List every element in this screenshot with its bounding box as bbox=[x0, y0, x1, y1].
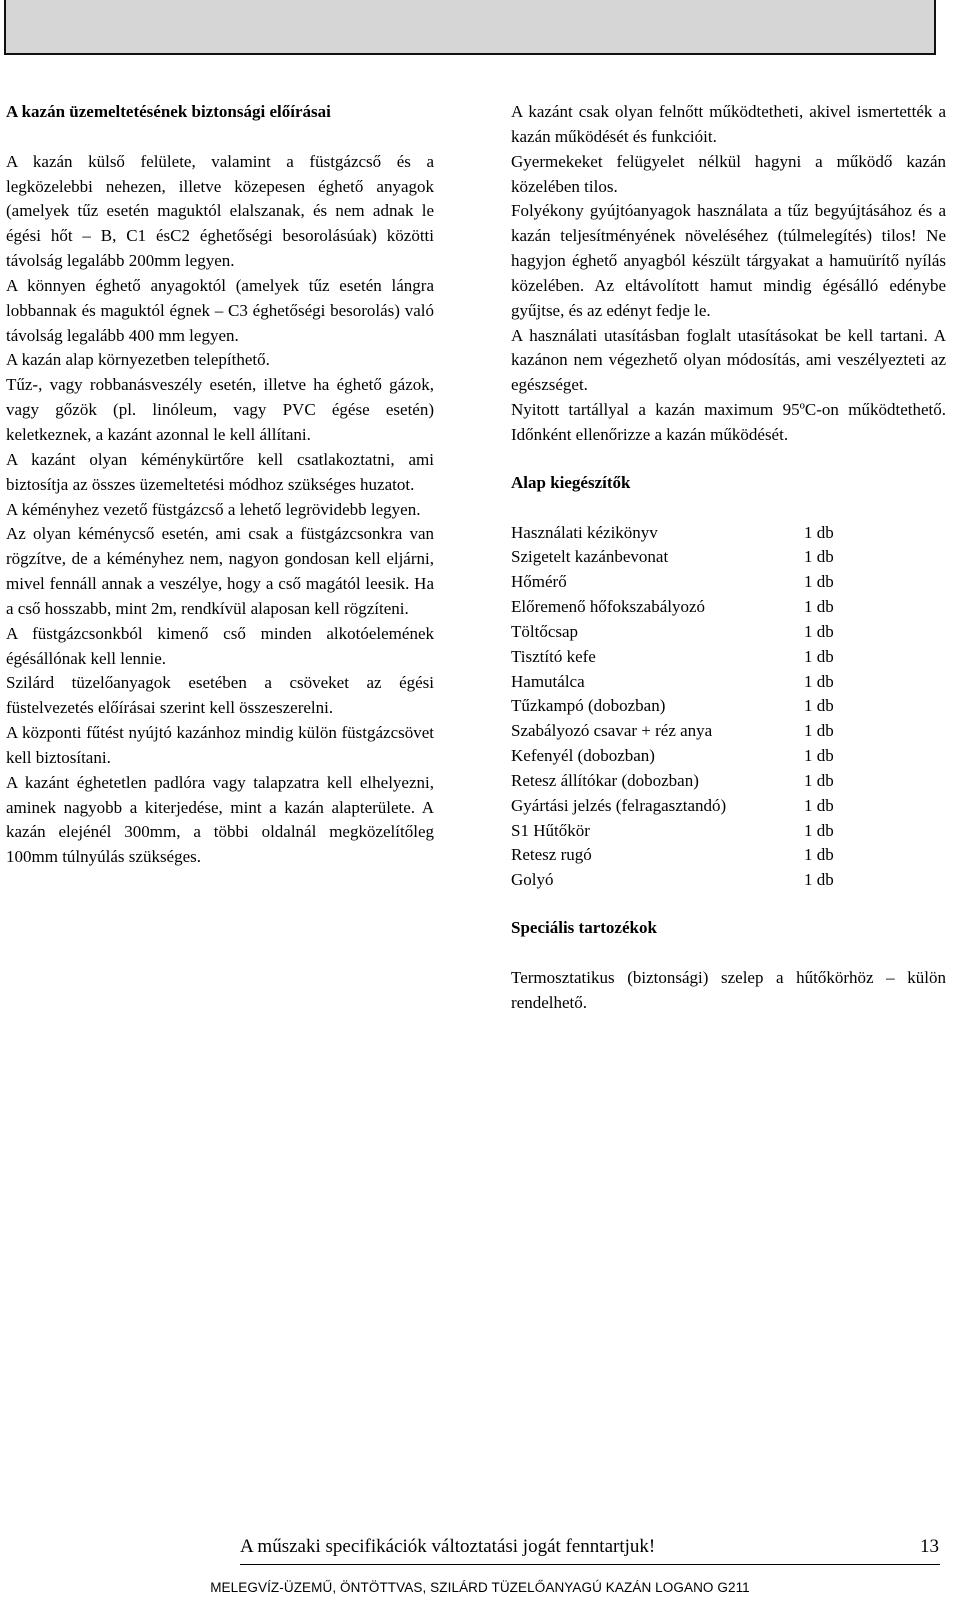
accessory-quantity: 1 db bbox=[804, 870, 834, 890]
footer-product-name: MELEGVÍZ-ÜZEMŰ, ÖNTÖTTVAS, SZILÁRD TÜZELŐANYAGÚ KAZÁN LOGANO G211 bbox=[210, 1580, 750, 1595]
accessory-name: Hőmérő bbox=[511, 572, 567, 592]
accessory-quantity: 1 db bbox=[804, 746, 834, 766]
accessory-quantity: 1 db bbox=[804, 696, 834, 716]
accessory-name: Előremenő hőfokszabályozó bbox=[511, 597, 706, 617]
accessory-quantity: 1 db bbox=[804, 721, 834, 741]
accessory-quantity: 1 db bbox=[804, 795, 834, 815]
paragraph: A kazánt olyan kéménykürtőre kell csatlakoztatni, ami biztosítja az összes üzemeltetési módhoz szükséges huzatot. bbox=[6, 449, 434, 494]
accessory-quantity: 1 db bbox=[804, 621, 834, 641]
accessory-name: Hamutálca bbox=[511, 671, 585, 691]
table-row bbox=[511, 868, 946, 893]
accessory-name: Retesz rugó bbox=[511, 845, 592, 865]
table-row bbox=[511, 744, 946, 769]
accessory-name: Tisztító kefe bbox=[511, 646, 596, 666]
special-accessories-text: Termosztatikus (biztonsági) szelep a hűtőkörhöz – külön rendelhető. bbox=[511, 967, 946, 1012]
table-row bbox=[511, 521, 946, 546]
paragraph: Folyékony gyújtóanyagok használata a tűz begyújtásához és a kazán teljesítményének növeléséhez (túlmelegítés) tilos! Ne hagyjon éghető anyagból készült tárgyakat a hamuürítő nyílás közelében. Az eltávolított hamut mindig égésálló edénybe gyűjtse, és az edényt fedje le. bbox=[511, 201, 946, 320]
paragraph: A kazán alap környezetben telepíthető. bbox=[6, 350, 270, 370]
table-row bbox=[511, 670, 946, 695]
accessory-quantity: 1 db bbox=[804, 820, 834, 840]
paragraph: Az olyan kéménycső esetén, ami csak a füstgázcsonkra van rögzítve, de a kéményhez nem, nagyon gondosan kell eljárni, mivel fennáll annak a veszélye, hogy a cső magától leesik. Ha a cső hosszabb, mint 2m, rendkívül alaposan kell rögzíteni. bbox=[6, 524, 434, 618]
accessory-name: Töltőcsap bbox=[511, 621, 579, 641]
table-row bbox=[511, 843, 946, 868]
accessory-name: Szigetelt kazánbevonat bbox=[511, 547, 669, 567]
accessory-name: Szabályozó csavar + réz anya bbox=[511, 721, 713, 741]
accessory-quantity: 1 db bbox=[804, 522, 834, 542]
accessories-heading: Alap kiegészítők bbox=[511, 472, 631, 492]
table-row bbox=[511, 819, 946, 844]
paragraph: A kazánt csak olyan felnőtt működtetheti, akivel ismertették a kazán működését és funkcióit. bbox=[511, 102, 946, 146]
accessory-name: Golyó bbox=[511, 870, 554, 890]
paragraph: A könnyen éghető anyagoktól (amelyek tűz esetén lángra lobbannak és maguktól égnek – C3 éghetőségi besorolás) való távolság legalább 400 mm legyen. bbox=[6, 275, 434, 345]
table-row bbox=[511, 694, 946, 719]
left-column bbox=[6, 100, 434, 870]
accessory-name: S1 Hűtőkör bbox=[511, 820, 590, 840]
paragraph: Szilárd tüzelőanyagok esetében a csöveket az égési füstelvezetés előírásai szerint kell összeszerelni. bbox=[6, 673, 434, 718]
table-row bbox=[511, 545, 946, 570]
accessory-quantity: 1 db bbox=[804, 770, 834, 790]
paragraph: A használati utasításban foglalt utasításokat be kell tartani. A kazánon nem végezhető olyan módosítás, ami veszélyezteti az egészséget. bbox=[511, 325, 946, 395]
page-number: 13 bbox=[920, 1536, 939, 1557]
accessory-name: Gyártási jelzés (felragasztandó) bbox=[511, 795, 727, 815]
accessory-quantity: 1 db bbox=[804, 646, 834, 666]
accessory-quantity: 1 db bbox=[804, 845, 834, 865]
accessory-quantity: 1 db bbox=[804, 547, 834, 567]
paragraph: A központi fűtést nyújtó kazánhoz mindig külön füstgázcsövet kell biztosítani. bbox=[6, 723, 434, 767]
paragraph: Gyermekeket felügyelet nélkül hagyni a működő kazán közelében tilos. bbox=[511, 151, 946, 196]
accessory-name: Tűzkampó (dobozban) bbox=[511, 696, 666, 716]
section-title: A kazán üzemeltetésének biztonsági előírásai bbox=[6, 102, 331, 121]
paragraph: A füstgázcsonkból kimenő cső minden alkotóelemének égésállónak kell lennie. bbox=[6, 623, 434, 668]
table-row bbox=[511, 595, 946, 620]
table-row bbox=[511, 570, 946, 595]
accessory-name: Kefenyél (dobozban) bbox=[511, 746, 655, 766]
paragraph: Nyitott tartállyal a kazán maximum 95ºC-on működtethető. Időnként ellenőrizze a kazán működését. bbox=[511, 400, 946, 444]
footer-divider bbox=[240, 1564, 940, 1565]
table-row bbox=[511, 769, 946, 794]
accessory-quantity: 1 db bbox=[804, 597, 834, 617]
footer-notice: A műszaki specifikációk változtatási jogát fenntartjuk! bbox=[240, 1536, 656, 1557]
accessory-quantity: 1 db bbox=[804, 671, 834, 691]
right-column bbox=[511, 100, 946, 1016]
accessory-name: Retesz állítókar (dobozban) bbox=[511, 770, 699, 790]
paragraph: A kazánt éghetetlen padlóra vagy talapzatra kell elhelyezni, aminek nagyobb a kiterjedése, mint a kazán alapterülete. A kazán elejénél 300mm, a többi oldalnál megközelítőleg 100mm túlnyúlás szükséges. bbox=[6, 772, 434, 867]
table-row bbox=[511, 645, 946, 670]
paragraph: Tűz-, vagy robbanásveszély esetén, illetve ha éghető gázok, vagy gőzök (pl. linóleum, vagy PVC égése esetén) keletkeznek, a kazánt azonnal le kell állítani. bbox=[6, 375, 434, 444]
paragraph: A kazán külső felülete, valamint a füstgázcső és a legközelebbi nehezen, illetve közepesen éghető anyagok (amelyek tűz esetén maguktól elalszanak, és nem adnak le égési hőt – B, C1 ésC2 éghetőségi besorolásúak) közötti távolság legalább 200mm legyen. bbox=[6, 151, 434, 271]
table-row bbox=[511, 794, 946, 819]
accessories-table bbox=[511, 521, 946, 894]
table-row bbox=[511, 719, 946, 744]
table-row bbox=[511, 620, 946, 645]
accessory-name: Használati kézikönyv bbox=[511, 522, 658, 542]
paragraph: A kéményhez vezető füstgázcső a lehető legrövidebb legyen. bbox=[6, 499, 421, 519]
special-accessories-heading: Speciális tartozékok bbox=[511, 918, 657, 938]
header-bar bbox=[4, 0, 936, 55]
accessory-quantity: 1 db bbox=[804, 572, 834, 592]
